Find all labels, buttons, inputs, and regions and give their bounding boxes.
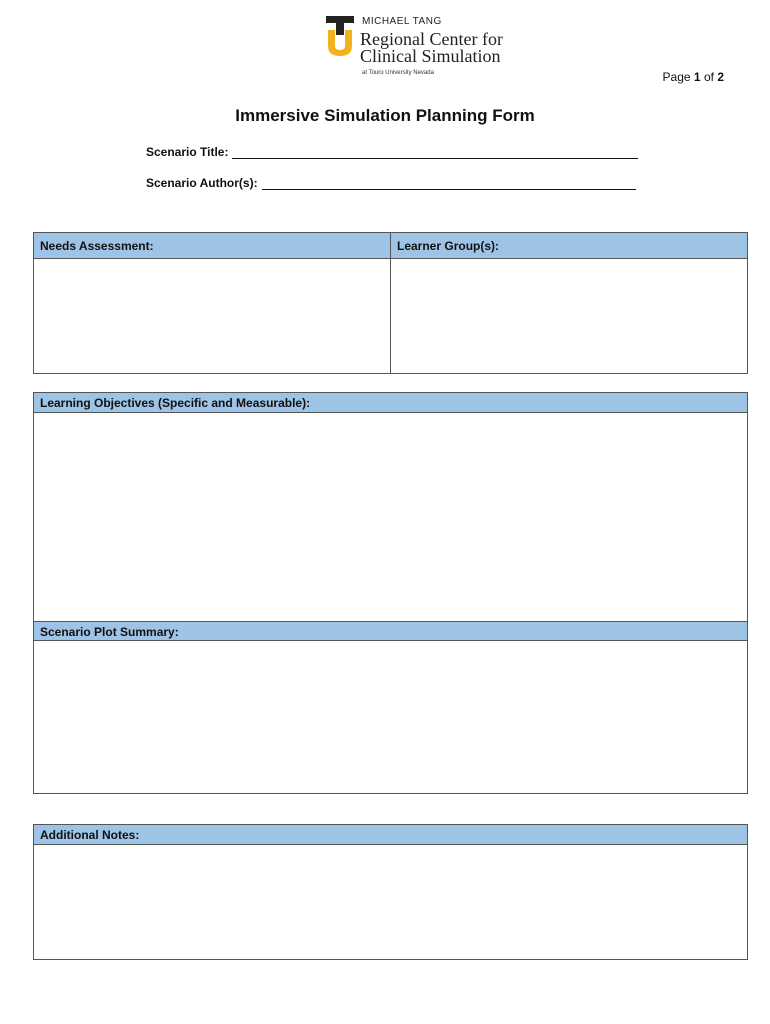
logo-sub-line: at Touro University Nevada [362,70,434,76]
page-prefix: Page [662,70,691,84]
scenario-title-field[interactable] [232,144,638,159]
needs-learner-table [33,232,748,374]
logo-main-line-2: Clinical Simulation [360,46,501,66]
learning-objectives-header: Learning Objectives (Specific and Measurable): [34,393,747,413]
additional-notes-header: Additional Notes: [34,825,747,845]
additional-notes-field[interactable] [34,845,747,959]
center-logo [322,6,522,80]
page-of: of [703,70,714,84]
learning-objectives-field[interactable] [34,413,747,621]
additional-notes-table [33,824,748,960]
scenario-authors-row [146,175,636,190]
plot-summary-header: Scenario Plot Summary: [34,621,747,641]
page-current: 1 [693,70,701,84]
learner-groups-field[interactable] [391,259,747,373]
learner-groups-column [390,233,747,373]
needs-assessment-column [34,233,390,373]
tu-logo-icon [326,16,354,58]
objectives-plot-table [33,392,748,794]
page-total: 2 [717,70,724,84]
plot-summary-field[interactable] [34,641,747,791]
needs-assessment-header: Needs Assessment: [34,233,390,259]
learner-groups-header: Learner Group(s): [391,233,747,259]
logo-top-line: MICHAEL TANG [362,16,442,27]
scenario-authors-field[interactable] [262,175,636,190]
page-indicator [663,70,724,84]
form-title: Immersive Simulation Planning Form [235,106,535,125]
logo-main-line-1: Regional Center for [360,29,503,49]
scenario-title-label: Scenario Title: [146,145,229,159]
logo-main-text [360,31,503,65]
needs-assessment-field[interactable] [34,259,390,373]
scenario-authors-label: Scenario Author(s): [146,176,258,190]
scenario-title-row [146,144,638,159]
